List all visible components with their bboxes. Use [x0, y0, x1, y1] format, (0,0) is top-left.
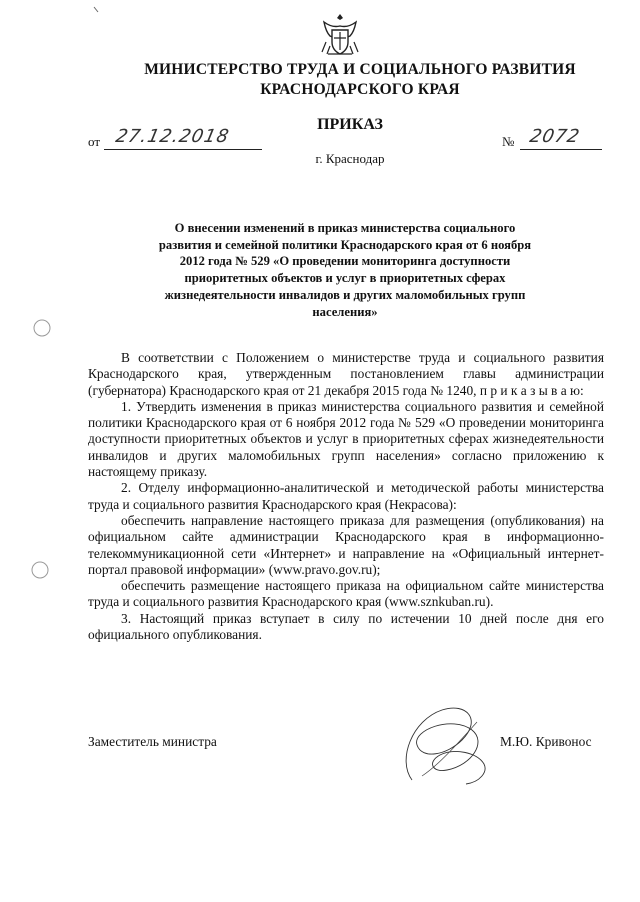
item-2-paragraph: 2. Отделу информационно-аналитической и методической работы министерства труда и социального развития Краснодарского края (Некрасова): — [88, 480, 604, 512]
item-1-paragraph: 1. Утвердить изменения в приказ министерства социального развития и семейной политики Краснодарского края от 6 ноября 2012 года № 529 «О проведении мониторинга доступности приоритетных объектов и услуг в приоритетных сферах жизнедеятельности инвалидов и других маломобильных групп населения» согласно приложению к настоящему приказу. — [88, 398, 604, 480]
date-underline — [104, 149, 262, 150]
intro-paragraph: В соответствии с Положением о министерстве труда и социального развития Краснодарского края, утвержденным постановлением главы администрации (губернатора) Краснодарского края от 21 декабря 2015 года № 1240, п р и к а з ы в а ю: — [88, 350, 604, 398]
ministry-name — [120, 60, 600, 100]
number-prefix: № — [502, 134, 515, 149]
item-3-paragraph: 3. Настоящий приказ вступает в силу по истечении 10 дней после дня его официального опубликования. — [88, 610, 604, 643]
date-handwritten: 27.12.2018 — [113, 126, 232, 147]
subject-line: населения» — [312, 304, 378, 319]
order-title: ПРИКАЗ — [317, 116, 383, 133]
handwritten-signature-icon — [392, 700, 502, 788]
number-handwritten: 2072 — [527, 126, 583, 147]
order-subject — [120, 220, 570, 320]
ministry-name-line1: МИНИСТЕРСТВО ТРУДА И СОЦИАЛЬНОГО РАЗВИТИЯ — [144, 61, 576, 78]
date-prefix: от — [88, 134, 101, 149]
item-2a-paragraph: обеспечить направление настоящего приказа для размещения (опубликования) на официальном сайте администрации Краснодарского края в информационно-телекоммуникационной сети «Интернет» и направление на «Официальный интернет-портал правовой информации» (www.pravo.gov.ru); — [88, 512, 604, 577]
number-underline — [520, 149, 602, 150]
punch-hole-icon — [32, 318, 52, 338]
coat-of-arms-icon — [318, 12, 362, 58]
item-2b-paragraph: обеспечить размещение настоящего приказа на официальном сайте министерства труда и социального развития Краснодарского края (www.sznkuban.ru). — [88, 578, 604, 610]
city: г. Краснодар — [315, 151, 385, 166]
subject-line: приоритетных объектов и услуг в приоритетных сферах — [184, 271, 506, 286]
subject-line: развития и семейной политики Краснодарского края от 6 ноября — [158, 237, 532, 252]
punch-hole-icon — [30, 560, 50, 580]
signatory-name: М.Ю. Кривонос — [500, 734, 592, 749]
ministry-name-line2: КРАСНОДАРСКОГО КРАЯ — [260, 81, 460, 98]
subject-line: 2012 года № 529 «О проведении мониторинга доступности — [179, 254, 511, 269]
order-body — [88, 350, 604, 643]
scan-mark-icon — [92, 6, 102, 16]
subject-line: жизнедеятельности инвалидов и других маломобильных групп — [164, 287, 526, 302]
signatory-position: Заместитель министра — [88, 734, 217, 749]
subject-line: О внесении изменений в приказ министерства социального — [174, 221, 516, 235]
